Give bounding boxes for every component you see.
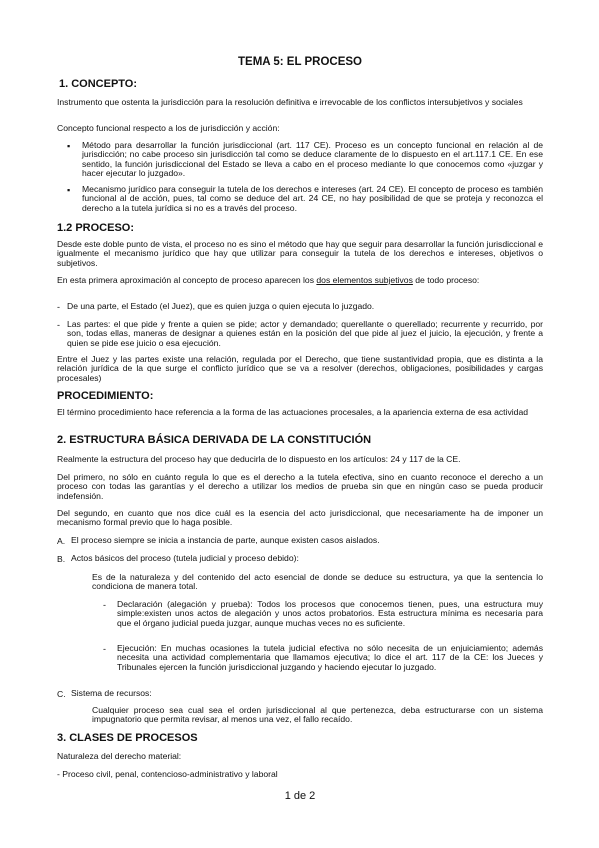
proceso-p2-underlined: dos elementos subjetivos bbox=[316, 275, 413, 285]
heading-concepto: 1. CONCEPTO: bbox=[59, 78, 138, 90]
concepto-bullet-2: Mecanismo jurídico para conseguir la tutela de los derechos e intereses (art. 24 CE). El concepto de proceso es también funcional al de acción, pues, tal como se deduce del art. 24 CE, no hay posibilidad de que se proteja y reconozca el derecho a la tutela jurídica si no es a través del proceso. bbox=[82, 184, 543, 213]
concepto-paragraph-1: Instrumento que ostenta la jurisdicción para la resolución definitiva e irrevocable de los conflictos intersubjetivos y sociales bbox=[57, 97, 523, 107]
estructura-item-c: Sistema de recursos: bbox=[71, 688, 152, 698]
bullet-marker: ▪ bbox=[67, 185, 71, 195]
proceso-paragraph-1: Desde este doble punto de vista, el proceso no es sino el método que hay que seguir para desarrollar la función jurisdiccional e igualmente el mecanismo jurídico que hay que utilizar para conseguir la tutela de los derechos e intereses, objetivos o subjetivos. bbox=[57, 239, 543, 268]
estructura-item-a: El proceso siempre se inicia a instancia de parte, aunque existen casos aislados. bbox=[71, 535, 380, 545]
estructura-c-body: Cualquier proceso sea cual sea el orden jurisdiccional al que pertenezca, deba estructurarse con un sistema impugnatorio que permita revisar, al menos una vez, el fallo recaído. bbox=[92, 705, 543, 725]
procedimiento-paragraph: El término procedimiento hace referencia a la forma de las actuaciones procesales, a la apariencia externa de esa actividad bbox=[57, 407, 529, 417]
list-label-a: A. bbox=[57, 536, 66, 546]
heading-clases: 3. CLASES DE PROCESOS bbox=[57, 732, 198, 744]
estructura-item-b: Actos básicos del proceso (tutela judicial y proceso debido): bbox=[71, 553, 299, 563]
proceso-paragraph-3: Entre el Juez y las partes existe una relación, regulada por el Derecho, que tiene sustantividad propia, que es distinta a la relación jurídica de la que surge el conflicto jurídico que se va a resolver (derechos, obligaciones, posibilidades y cargas procesales) bbox=[57, 354, 543, 383]
estructura-paragraph-1: Realmente la estructura del proceso hay que deducirla de lo dispuesto en los artículos: 24 y 117 de la CE. bbox=[57, 454, 461, 464]
dash-marker: - bbox=[103, 600, 106, 610]
dash-marker: - bbox=[57, 320, 60, 330]
estructura-b-intro: Es de la naturaleza y del contenido del acto esencial de donde se deduce su estructura, ya que la sentencia lo condiciona de manera total. bbox=[92, 572, 543, 592]
proceso-p2-start: En esta primera aproximación al concepto de proceso aparecen los bbox=[57, 275, 317, 285]
heading-procedimiento: PROCEDIMIENTO: bbox=[57, 390, 154, 402]
concepto-paragraph-2: Concepto funcional respecto a los de jurisdicción y acción: bbox=[57, 123, 280, 133]
dash-marker: - bbox=[103, 644, 106, 654]
heading-proceso: 1.2 PROCESO: bbox=[57, 222, 135, 234]
heading-estructura: 2. ESTRUCTURA BÁSICA DERIVADA DE LA CONSTITUCIÓN bbox=[57, 434, 372, 446]
bullet-marker: ▪ bbox=[67, 141, 71, 151]
list-label-b: B. bbox=[57, 554, 66, 564]
proceso-paragraph-2 bbox=[57, 276, 543, 285]
estructura-b-dash-2: Ejecución: En muchas ocasiones la tutela judicial efectiva no sólo necesita de un enjuiciamiento; además necesita una actividad complementaria que llamamos ejecutiva; lo dice el art. 117 de la CE: los Jueces y Tribunales ejercen la función jurisdiccional juzgando y haciendo ejecutar lo juzgado. bbox=[117, 643, 543, 672]
proceso-dash-1: De una parte, el Estado (el Juez), que es quien juzga o quien ejecuta lo juzgado. bbox=[67, 301, 375, 311]
concepto-bullet-1: Método para desarrollar la función jurisdiccional (art. 117 CE). Proceso es un concepto funcional en relación al de jurisdicción; no cabe proceso sin jurisdicción tal como se deduce claramente de lo dispuesto en el art.117.1 CE. En ese sentido, la función jurisdiccional del Estado se lleva a cabo en el proceso mediante lo que conocemos como «juzgar y hacer ejecutar lo juzgado». bbox=[82, 140, 543, 179]
estructura-paragraph-2: Del primero, no sólo en cuánto regula lo que es el derecho a la tutela efectiva, sino en cuanto reconoce el derecho a un proceso con todas las garantías y el derecho a utilizar los medios de prueba sin que en ningún caso se pueda producir indefensión. bbox=[57, 472, 543, 501]
estructura-b-dash-1: Declaración (alegación y prueba): Todos los procesos que conocemos tienen, pues, una estructura muy simple:existen unos actos de alegación y unos actos probatorios. Esta estructura mínima es necesaria para que el órgano judicial pueda juzgar, aunque muchas veces no es suficiente. bbox=[117, 599, 543, 628]
estructura-paragraph-3: Del segundo, en cuanto que nos dice cuál es la esencia del acto jurisdiccional, que necesariamente ha de imponer un mecanismo formal previo que lo haga posible. bbox=[57, 508, 543, 528]
document-title: TEMA 5: EL PROCESO bbox=[238, 56, 362, 68]
page-number: 1 de 2 bbox=[284, 790, 316, 802]
clases-paragraph-1: Naturaleza del derecho material: bbox=[57, 751, 182, 761]
proceso-dash-2: Las partes: el que pide y frente a quien se pide; actor y demandado; querellante o querellado; recurrente y recurrido, por son, todas ellas, maneras de designar a quienes están en la posición del que pide al juez el juicio, la ejecución, y frente a quien se pide ese juicio o esa ejecución. bbox=[67, 319, 543, 348]
clases-paragraph-2: - Proceso civil, penal, contencioso-administrativo y laboral bbox=[57, 769, 278, 779]
list-label-c: C. bbox=[57, 689, 66, 699]
dash-marker: - bbox=[57, 302, 60, 312]
proceso-p2-end: de todo proceso: bbox=[412, 275, 480, 285]
